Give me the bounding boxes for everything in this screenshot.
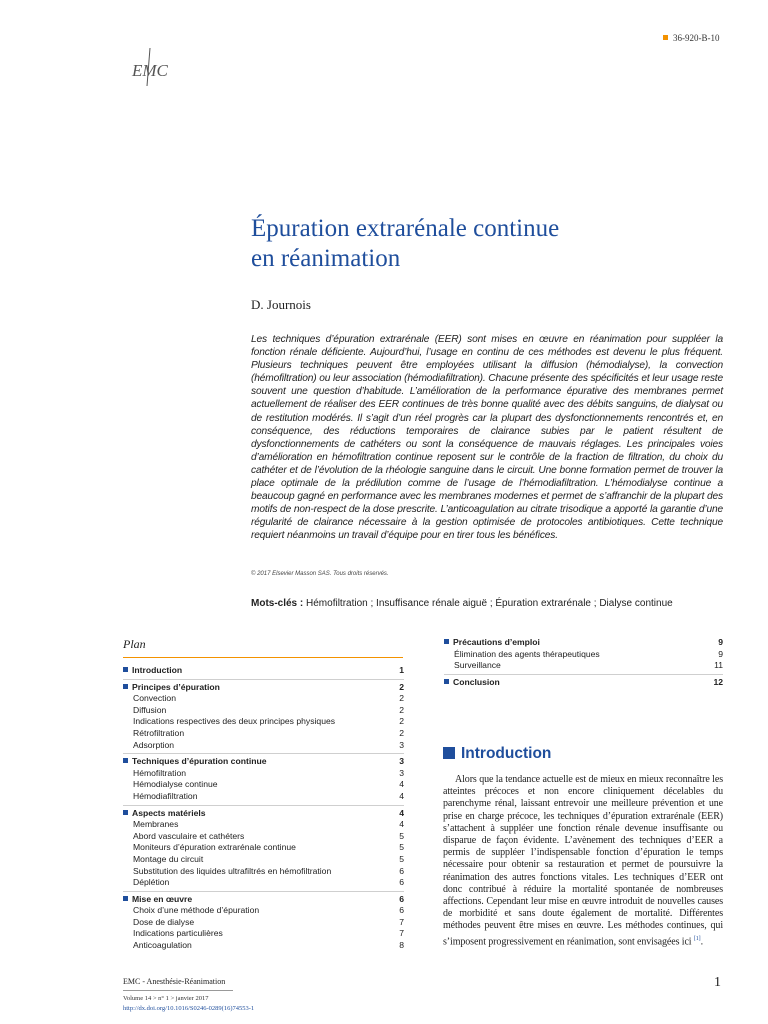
- toc-item-page: 2: [399, 716, 404, 727]
- toc-item-page: 8: [399, 940, 404, 951]
- page-number: 1: [714, 975, 721, 990]
- toc-item[interactable]: [123, 716, 404, 728]
- toc-item-title: Abord vasculaire et cathéters: [133, 830, 245, 841]
- emc-logo: [130, 46, 172, 88]
- toc-separator: [123, 679, 404, 680]
- keywords: [251, 598, 673, 609]
- blue-square-icon: [443, 747, 455, 759]
- article-title: [251, 214, 559, 274]
- toc-item-page: 3: [399, 767, 404, 778]
- toc-item-page: 7: [399, 916, 404, 927]
- abstract: Les techniques d’épuration extrarénale (EER) sont mises en œuvre en réanimation pour suppléer la fonction rénale déficiente. Aujourd’hui, l’usage en continu de ces méthodes est devenu le plus fréquent. Plusieurs techniques peuvent être employées utilisant la diffusion (hémodialyse), la convection (hémofiltration) ou leur association (hémodiafiltration). Chacune présente des spécificités et leur usage reste souvent une question d’habitude. L’amélioration de la performance épurative des membranes permet actuellement de réaliser des EER continues de très bonne qualité avec des débits sanguins, de dialysat ou de restitution modérés. Il s’agit d’un réel progrès car la plupart des dysfonctionnements rencontrés et, en conséquence, des réductions temporaires de clairance subies par le patient résultent de dysfonctionnements de cathéters ou sont la conséquence de mauvais réglages. Les principales voies d’amélioration en hémofiltration continue reposent sur le contrôle de la fraction de filtration, du choix du cathéter et de l’évolution de la rhéologie sanguine dans le circuit. Une bonne formation permet de trouver la place optimale de la prédilution comme de l’usage de l’hémodiafiltration. L’hémodialyse continue a beaucoup gagné en performance avec les membranes modernes et permet de s’affranchir de la plupart des motifs de non-respect de la dose prescrite. L’anticoagulation au citrate trisodique a apporté la garantie d’une régularité de clairance nécessaire à la gestion optimisée de protocoles antibiotiques. Cette technique requiert néanmoins un travail d’équipe pour en tirer tous les bénéfices.: [251, 334, 723, 542]
- toc-item-page: 2: [399, 704, 404, 715]
- toc-item[interactable]: [123, 831, 404, 843]
- toc-item[interactable]: [123, 905, 404, 917]
- toc-item[interactable]: [123, 917, 404, 929]
- toc-section-title: Techniques d’épuration continue: [132, 756, 267, 767]
- introduction-heading: [443, 745, 551, 763]
- toc-section-title: Principes d’épuration: [132, 681, 220, 692]
- keywords-label: Mots-clés :: [251, 598, 304, 609]
- toc-item-title: Hémodiafiltration: [133, 790, 198, 801]
- toc-item[interactable]: [123, 705, 404, 717]
- toc-section-page: 9: [718, 637, 723, 647]
- title-line-1: Épuration extrarénale continue: [251, 215, 560, 242]
- toc-section[interactable]: [444, 677, 723, 689]
- toc-item-title: Adsorption: [133, 739, 175, 750]
- footer-journal: EMC - Anesthésie-Réanimation: [123, 977, 226, 986]
- toc-item-page: 4: [399, 790, 404, 801]
- toc-item-page: 4: [399, 819, 404, 830]
- footer-volume: Volume 14 > n° 1 > janvier 2017: [123, 995, 209, 1002]
- keywords-list: Hémofiltration ; Insuffisance rénale aiguë ; Épuration extrarénale ; Dialyse continue: [306, 598, 673, 609]
- toc-separator: [123, 891, 404, 892]
- toc-item[interactable]: [123, 779, 404, 791]
- doi-link[interactable]: http://dx.doi.org/10.1016/S0246-0289(16)74553-1: [123, 1005, 255, 1012]
- toc-section[interactable]: [123, 665, 404, 677]
- toc-item-page: 9: [718, 648, 723, 659]
- toc-item[interactable]: [123, 768, 404, 780]
- toc-section-page: 1: [399, 665, 404, 675]
- toc-item-title: Montage du circuit: [133, 853, 204, 864]
- toc-section-title: Mise en œuvre: [132, 893, 193, 904]
- author: D. Journois: [251, 297, 311, 312]
- orange-square-icon: [663, 35, 668, 40]
- toc-item[interactable]: [123, 842, 404, 854]
- toc-section[interactable]: [123, 682, 404, 694]
- toc-item-title: Surveillance: [454, 660, 501, 671]
- toc-item[interactable]: [123, 791, 404, 803]
- toc-separator: [444, 674, 723, 675]
- toc-section-page: 2: [399, 681, 404, 692]
- toc-item[interactable]: [123, 866, 404, 878]
- toc-section-title: Conclusion: [453, 676, 500, 687]
- emc-logo-text: EMC: [132, 61, 168, 80]
- toc-item-title: Moniteurs d’épuration extrarénale continue: [133, 842, 296, 853]
- toc-item-title: Diffusion: [133, 704, 167, 715]
- plan-divider: [123, 657, 403, 658]
- toc-separator: [123, 753, 404, 754]
- footer-divider: [123, 990, 233, 991]
- plan-label: Plan: [123, 637, 146, 651]
- toc-section-page: 4: [399, 807, 404, 818]
- toc-item[interactable]: [123, 728, 404, 740]
- toc-section-title: Précautions d’emploi: [453, 637, 540, 647]
- toc-item[interactable]: [123, 740, 404, 752]
- toc-item-page: 4: [399, 779, 404, 790]
- toc-item-page: 2: [399, 727, 404, 738]
- toc-section-page: 12: [713, 676, 723, 687]
- toc-item-title: Rétrofiltration: [133, 727, 185, 738]
- toc-item-page: 6: [399, 865, 404, 876]
- toc-item[interactable]: [444, 660, 723, 672]
- table-of-contents-col1: [123, 665, 404, 952]
- toc-section-page: 3: [399, 756, 404, 767]
- toc-item[interactable]: [444, 649, 723, 661]
- toc-item-page: 5: [399, 853, 404, 864]
- toc-item-page: 5: [399, 830, 404, 841]
- toc-item-title: Convection: [133, 693, 176, 704]
- toc-item-title: Membranes: [133, 819, 179, 830]
- toc-item-page: 3: [399, 739, 404, 750]
- toc-section[interactable]: [123, 756, 404, 768]
- table-of-contents-col2: [444, 637, 723, 688]
- copyright: © 2017 Elsevier Masson SAS. Tous droits réservés.: [251, 571, 389, 577]
- toc-item-page: 6: [399, 877, 404, 888]
- toc-item[interactable]: [123, 819, 404, 831]
- introduction-end: .: [700, 935, 703, 947]
- reference-code: 36-920-B-10: [673, 33, 720, 43]
- toc-item-title: Substitution des liquides ultrafiltrés en hémofiltration: [133, 865, 332, 876]
- toc-item-title: Indications respectives des deux principes physiques: [133, 716, 336, 727]
- toc-item[interactable]: [123, 928, 404, 940]
- toc-item-page: 7: [399, 928, 404, 939]
- toc-section-title: Aspects matériels: [132, 807, 206, 818]
- article-reference: [663, 33, 720, 43]
- toc-item-page: 11: [714, 660, 723, 671]
- toc-item-page: 6: [399, 905, 404, 916]
- toc-item[interactable]: [123, 877, 404, 889]
- toc-item-page: 5: [399, 842, 404, 853]
- toc-item[interactable]: [123, 693, 404, 705]
- toc-section-page: 6: [399, 893, 404, 904]
- toc-separator: [123, 805, 404, 806]
- toc-item[interactable]: [123, 854, 404, 866]
- toc-section-title: Introduction: [132, 665, 183, 675]
- toc-item-title: Élimination des agents thérapeutiques: [454, 648, 600, 659]
- toc-item-page: 2: [399, 693, 404, 704]
- toc-item[interactable]: [123, 940, 404, 952]
- toc-item-title: Anticoagulation: [133, 940, 192, 951]
- title-line-2: en réanimation: [251, 245, 401, 272]
- toc-item-title: Hémodialyse continue: [133, 779, 218, 790]
- introduction-body: [443, 774, 723, 948]
- toc-section[interactable]: [444, 637, 723, 649]
- toc-item-title: Dose de dialyse: [133, 916, 195, 927]
- toc-section[interactable]: [123, 894, 404, 906]
- citation-link[interactable]: [1]: [693, 935, 701, 942]
- toc-item-title: Déplétion: [133, 877, 170, 888]
- introduction-text: Alors que la tendance actuelle est de mieux en mieux reconnaître les atteintes précoces et non encore cliniquement décelables du parenchyme rénal, laissant entrevoir une meilleure prévention et une prise en charge précoce, les techniques d’épuration extrarénale (EER) s’attachent à suppléer une fonction rénale devenue insuffisante ou disparue de façon évidente. L’avènement des techniques d’EER a permis de suppléer l’indispensable fonction d’épuration le temps nécessaire pour obtenir sa restauration et permet de poursuivre la réanimation des autres fonctions vitales. Les techniques d’EER ont donc contribué à réduire la mortalité spontanée de nombreuses affections. Cependant leur mise en œuvre introduit de nouvelles causes de morbidité et sans doute également de mortalité. Différentes méthodes peuvent être mises en œuvre. Les méthodes continues, qui s’imposent progressivement en réanimation, sont envisagées ici: [443, 774, 723, 947]
- toc-section[interactable]: [123, 808, 404, 820]
- toc-item-title: Choix d’une méthode d’épuration: [133, 905, 260, 916]
- toc-item-title: Indications particulières: [133, 928, 223, 939]
- introduction-heading-text: Introduction: [461, 745, 552, 762]
- toc-item-title: Hémofiltration: [133, 767, 187, 778]
